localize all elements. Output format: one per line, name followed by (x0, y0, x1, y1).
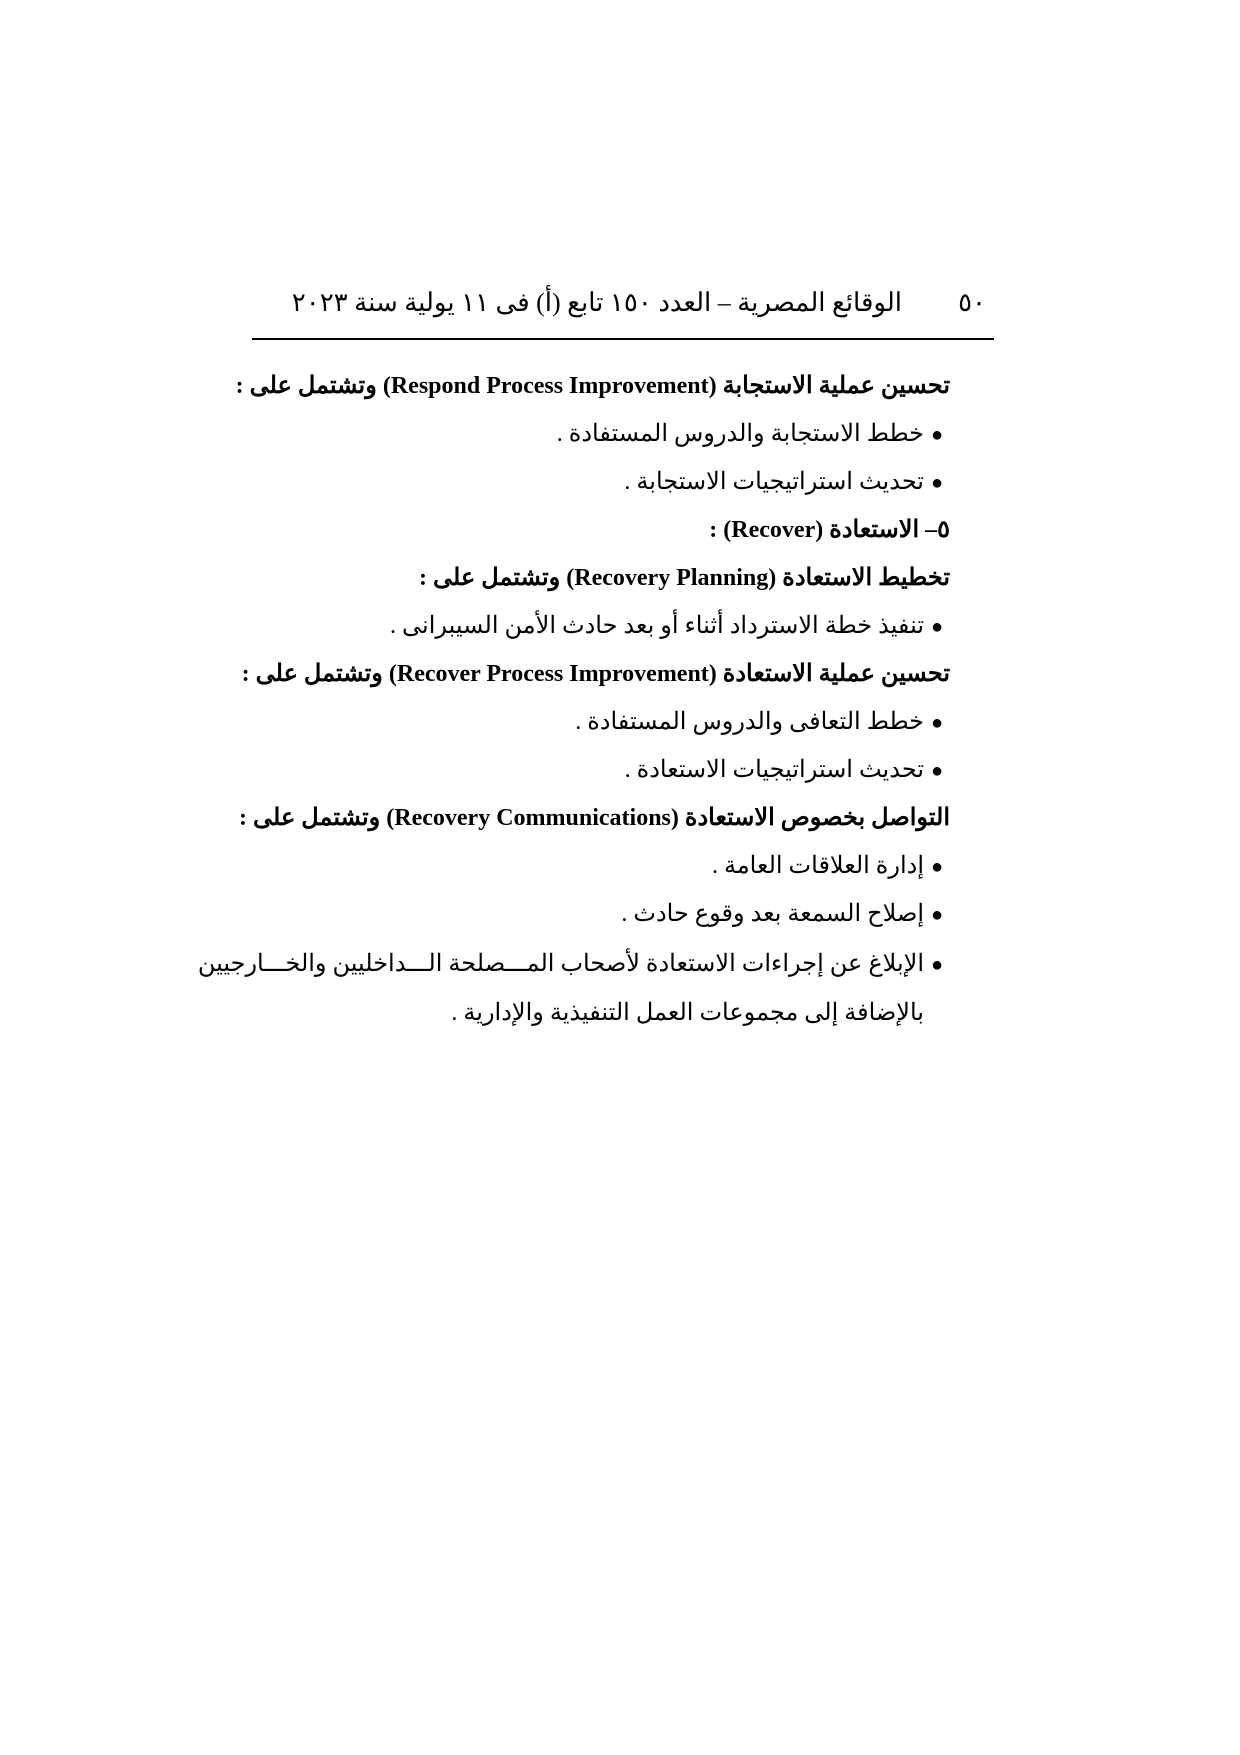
bullet-icon: ● (930, 472, 944, 494)
section-heading-recovery-communications: التواصل بخصوص الاستعادة (Recovery Communications) وتشتمل على : (239, 805, 950, 831)
list-item: ●إصلاح السمعة بعد وقوع حادث . (240, 892, 950, 940)
list-item: ●تنفيذ خطة الاسترداد أثناء أو بعد حادث الأمن السيبرانى . (240, 604, 950, 652)
bullet-icon: ● (930, 954, 944, 976)
bullet-icon: ● (930, 424, 944, 446)
bullet-icon: ● (930, 856, 944, 878)
english-term: Recover (731, 517, 816, 543)
bullet-icon: ● (930, 760, 944, 782)
bullet-icon: ● (930, 904, 944, 926)
page-number: ٥٠ (958, 288, 986, 317)
list-item: ●خطط التعافى والدروس المستفادة . (240, 700, 950, 748)
section-heading-respond-improvement: تحسين عملية الاستجابة (Respond Process Improvement) وتشتمل على : (235, 373, 950, 399)
english-term: Recovery Planning (574, 565, 769, 591)
list-item: ●خطط الاستجابة والدروس المستفادة . (240, 412, 950, 460)
header-title: الوقائع المصرية – العدد ١٥٠ تابع (أ) فى ١١ يولية سنة ٢٠٢٣ (291, 288, 902, 317)
document-body (197, 364, 950, 1037)
list-item: ●إدارة العلاقات العامة . (240, 844, 950, 892)
english-term: Recovery Communications (394, 805, 671, 831)
list-item-long: ●الإبلاغ عن إجراءات الاستعادة لأصحاب المـــصلحة الـــداخليين والخـــارجيين بالإضافة إلى مجموعات العمل التنفيذية والإدارية . (240, 940, 950, 1037)
english-term: Recover Process Improvement (396, 661, 709, 687)
section-heading-recover: ٥– الاستعادة (Recover) : (709, 517, 950, 543)
section-heading-recovery-planning: تخطيط الاستعادة (Recovery Planning) وتشتمل على : (419, 565, 950, 591)
page-header (252, 280, 994, 340)
bullet-icon: ● (930, 616, 944, 638)
bullet-icon: ● (930, 712, 944, 734)
list-item: ●تحديث استراتيجيات الاستجابة . (240, 460, 950, 508)
english-term: Respond Process Improvement (390, 373, 709, 399)
list-item: ●تحديث استراتيجيات الاستعادة . (240, 748, 950, 796)
section-heading-recover-improvement: تحسين عملية الاستعادة (Recover Process Improvement) وتشتمل على : (241, 661, 950, 687)
